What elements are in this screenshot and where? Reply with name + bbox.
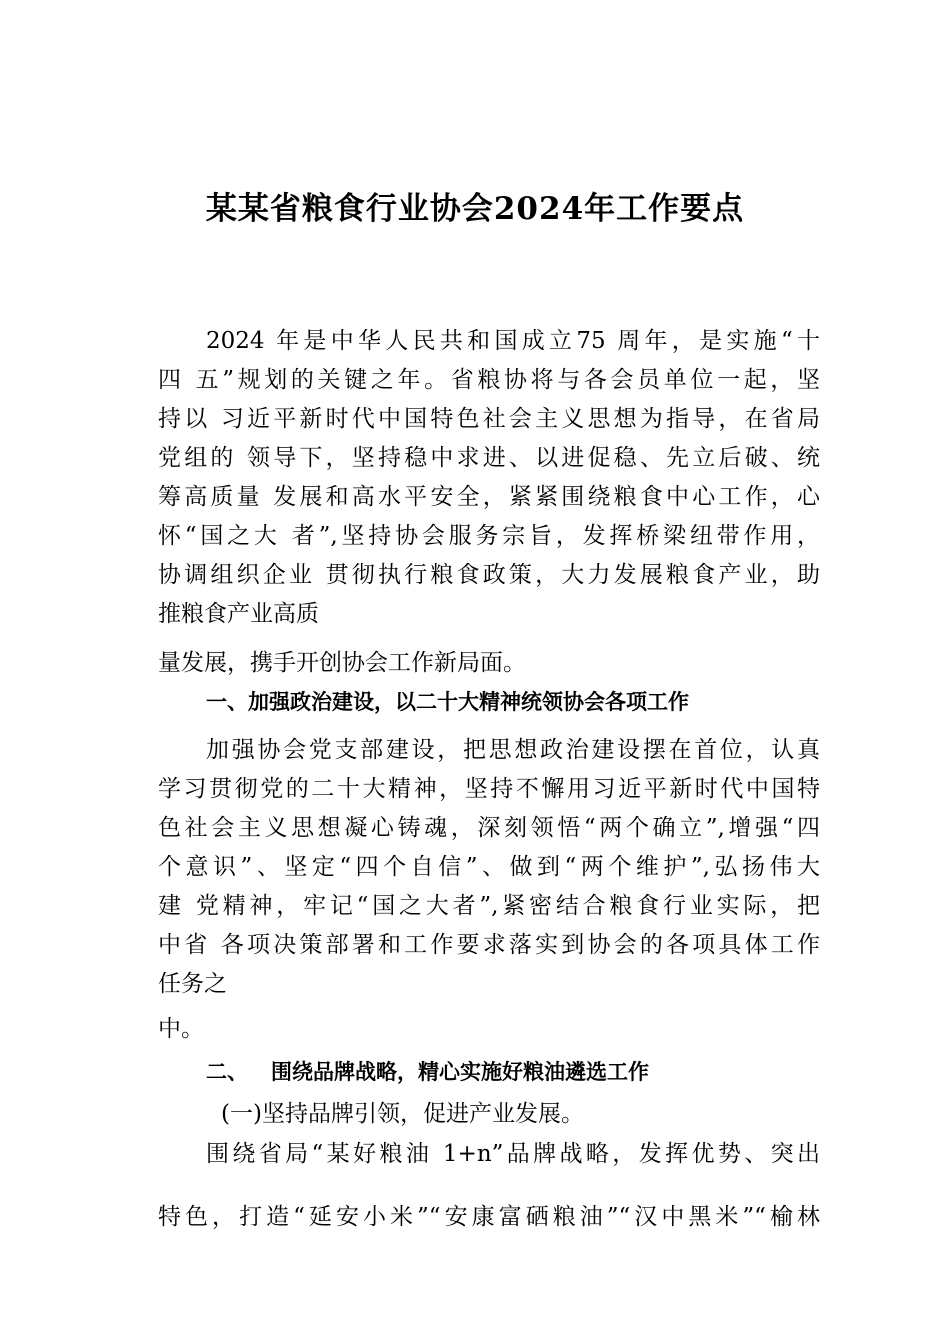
section-2-heading-number: 二、 <box>206 1060 248 1084</box>
section-2-line-2: 特色，打造“延安小米”“安康富硒粮油”“汉中黑米”“榆林 <box>158 1204 820 1230</box>
section-2-heading: 围绕品牌战略，精心实施好粮油遴选工作 <box>271 1060 649 1084</box>
document-title: 某某省粮食行业协会2024年工作要点 <box>205 191 745 227</box>
intro-line-2: 四 五”规划的关键之年。省粮协将与各会员单位一起，坚 <box>158 367 820 393</box>
section-1-line-2: 学习贯彻党的二十大精神，坚持不懈用习近平新时代中国特 <box>158 776 820 802</box>
intro-line-5: 筹高质量 发展和高水平安全，紧紧围绕粮食中心工作，心 <box>158 484 820 510</box>
section-2-subheading: (一)坚持品牌引领，促进产业发展。 <box>221 1101 584 1127</box>
section-1-line-6: 中省 各项决策部署和工作要求落实到协会的各项具体工作 <box>158 932 820 958</box>
section-1-line-5: 建 党精神，牢记“国之大者”,紧密结合粮食行业实际，把 <box>158 893 820 919</box>
section-1-line-4: 个意识”、坚定“四个自信”、做到“两个维护”,弘扬伟大 <box>158 854 820 880</box>
section-1-line-1: 加强协会党支部建设，把思想政治建设摆在首位，认真 <box>206 737 820 763</box>
intro-line-1: 2024 年是中华人民共和国成立75 周年，是实施“十 <box>206 328 820 354</box>
section-1-line-8: 中。 <box>158 1016 204 1042</box>
intro-line-8: 推粮食产业高质 <box>158 601 319 627</box>
section-1-line-7: 任务之 <box>158 971 227 997</box>
section-2-line-1: 围绕省局“某好粮油 1+n”品牌战略，发挥优势、突出 <box>206 1141 820 1167</box>
section-1-line-3: 色社会主义思想凝心铸魂，深刻领悟“两个确立”,增强“四 <box>158 815 820 841</box>
intro-line-3: 持以 习近平新时代中国特色社会主义思想为指导，在省局 <box>158 406 820 432</box>
intro-line-6: 怀“国之大 者”,坚持协会服务宗旨，发挥桥梁纽带作用， <box>158 523 820 549</box>
section-1-heading: 一、加强政治建设，以二十大精神统领协会各项工作 <box>206 690 689 714</box>
intro-line-7: 协调组织企业 贯彻执行粮食政策，大力发展粮食产业，助 <box>158 562 820 588</box>
intro-line-4: 党组的 领导下，坚持稳中求进、以进促稳、先立后破、统 <box>158 445 820 471</box>
intro-line-9: 量发展，携手开创协会工作新局面。 <box>158 650 526 676</box>
